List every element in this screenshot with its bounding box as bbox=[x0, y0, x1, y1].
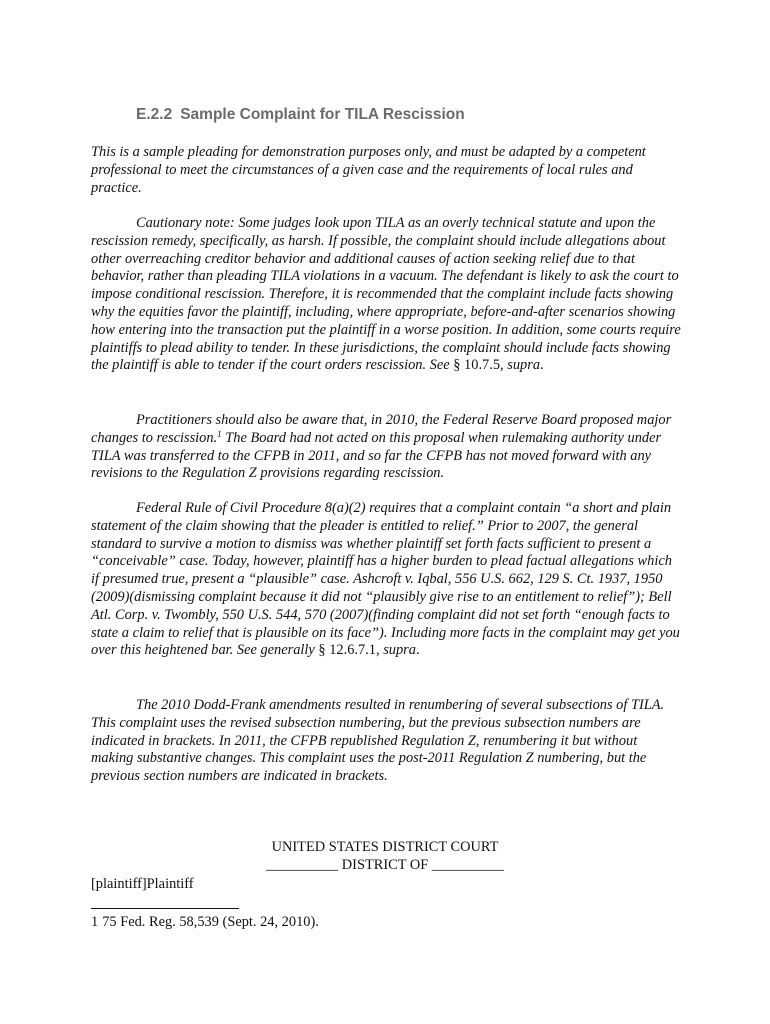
cautionary-note-paragraph bbox=[91, 215, 683, 375]
practitioners-text bbox=[91, 412, 683, 483]
district-line: __________ DISTRICT OF __________ bbox=[266, 857, 504, 873]
court-name: UNITED STATES DISTRICT COURT bbox=[271, 839, 499, 855]
frcp-body: Federal Rule of Civil Procedure 8(a)(2) requires that a complaint contain “a short and plain statement of the claim showing that the pleader is entitled to relief.” Prior to 2007, the general standard to survive a motion to dismiss was whether plaintiff set forth facts sufficient to present a “conceivable” case. Today, however, plaintiff has a higher burden to plead factual allegations which if presumed true, present a “plausible” case. Ashcroft v. Iqbal, 556 U.S. 662, 129 S. Ct. 1937, 1950 (2009)(dismissing complaint because it did not “plausibly give rise to an entitlement to relief”); Bell Atl. Corp. v. Twombly, 550 U.S. 544, 570 (2007)(finding complaint did not set forth “enough facts to state a claim to relief that is plausible on its face”). Including more facts in the complaint may get you over this heightened bar. See generally bbox=[91, 500, 680, 659]
dodd-frank-text: The 2010 Dodd-Frank amendments resulted in renumbering of several subsections of TILA. This complaint uses the revised subsection numbering, but the previous subsection numbers are indicated in brackets. In 2011, the CFPB republished Regulation Z, renumbering it but without making substantive changes. This complaint uses the post-2011 Regulation Z numbering, but the previous section numbers are indicated in brackets. bbox=[91, 697, 665, 785]
section-heading bbox=[136, 106, 465, 124]
frcp-text bbox=[91, 500, 683, 660]
frcp-paragraph bbox=[91, 500, 683, 660]
footnote-separator bbox=[91, 908, 239, 909]
cautionary-note-body: Cautionary note: Some judges look upon TILA as an overly technical statute and upon the rescission remedy, specifically, as harsh. If possible, the complaint should include allegations about other overreaching creditor behavior and additional causes of action seeking relief due to that behavior, rather than pleading TILA violations in a vacuum. The defendant is likely to ask the court to impose conditional rescission. Therefore, it is recommended that the complaint include facts showing why the equities favor the plaintiff, including, where appropriate, before-and-after scenarios showing how entering into the transaction put the plaintiff in a worse position. In addition, some courts require plaintiffs to plead ability to tender. In these jurisdictions, the complaint should include facts showing the plaintiff is able to tender if the court orders rescission. See bbox=[91, 215, 681, 374]
footnote bbox=[91, 914, 319, 932]
cautionary-note-text bbox=[91, 215, 683, 375]
section-number: E.2.2 bbox=[136, 106, 173, 123]
section-title: Sample Complaint for TILA Rescission bbox=[180, 106, 465, 123]
footnote-number: 1 bbox=[91, 914, 99, 930]
plaintiff-line: [plaintiff]Plaintiff bbox=[91, 876, 194, 892]
cautionary-note-period: . bbox=[540, 357, 544, 374]
dodd-frank-paragraph bbox=[91, 697, 683, 786]
footnote-text: 75 Fed. Reg. 58,539 (Sept. 24, 2010). bbox=[102, 914, 319, 930]
practitioners-text-after: The Board had not acted on this proposal when rulemaking authority under TILA was transferred to the CFPB in 2011, and so far the CFPB has not moved forward with any revisions to the Regulation Z provisions regarding rescission. bbox=[91, 429, 662, 482]
intro-text: This is a sample pleading for demonstration purposes only, and must be adapted by a competent professional to meet the circumstances of a given case and the requirements of local rules and practice. bbox=[91, 144, 646, 196]
frcp-supra: supra bbox=[383, 642, 416, 659]
practitioners-paragraph bbox=[91, 412, 683, 483]
frcp-cite: § 12.6.7.1, bbox=[318, 642, 380, 659]
frcp-period: . bbox=[415, 642, 420, 659]
practitioners-text-before: Practitioners should also be aware that, in 2010, the Federal Reserve Board proposed major changes to rescission. bbox=[91, 412, 672, 446]
cautionary-note-cite: § 10.7.5, bbox=[453, 357, 504, 374]
intro-paragraph bbox=[91, 144, 683, 197]
footnote-reference[interactable]: 1 bbox=[217, 428, 222, 439]
cautionary-note-supra: supra bbox=[507, 357, 541, 374]
